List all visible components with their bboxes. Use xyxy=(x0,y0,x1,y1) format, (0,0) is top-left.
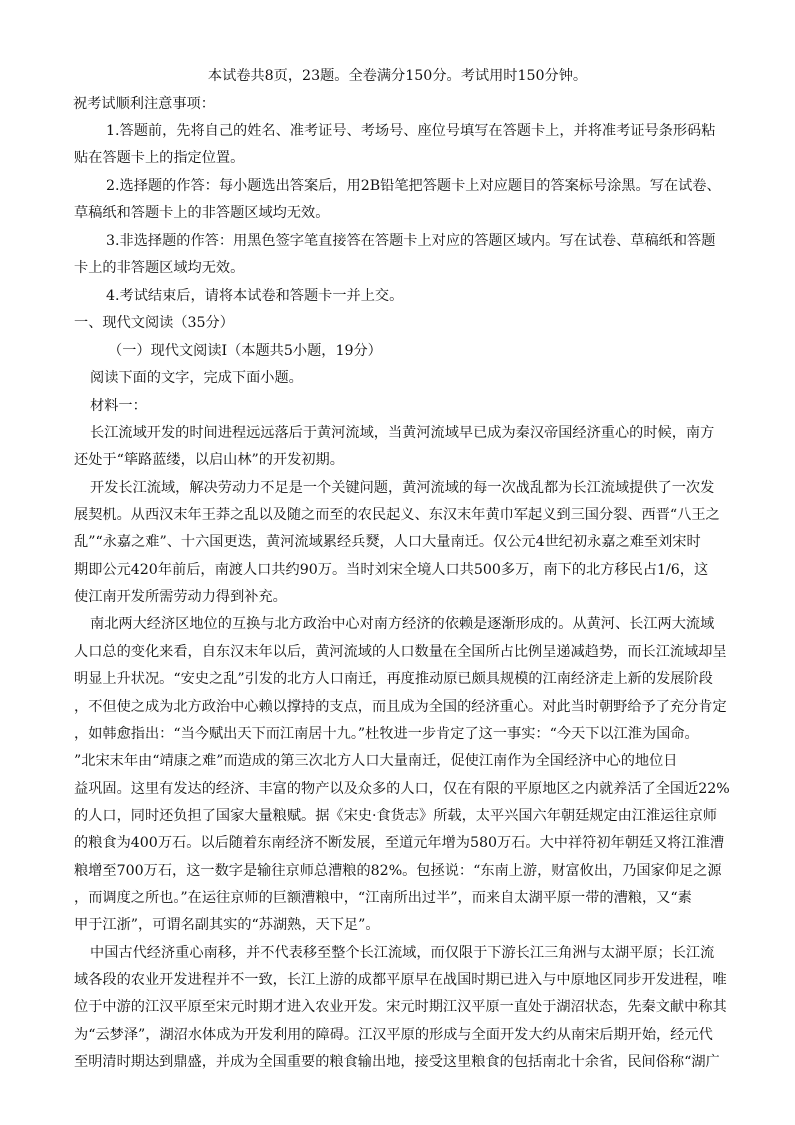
passage-line: 甲于江浙”，可谓名副其实的“苏湖熟，天下足”。 xyxy=(74,917,380,933)
reading-instruction: 阅读下面的文字，完成下面小题。 xyxy=(90,370,303,386)
section-title: 一、现代文阅读（35分） xyxy=(74,315,234,331)
passage-line: ，如韩愈指出：“当今赋出天下而江南居十九。”杜牧进一步肯定了这一事实：“今天下以江淮为国命。 xyxy=(74,726,699,742)
passage-line: 展契机。从西汉末年王莽之乱以及随之而至的农民起义、东汉末年黄巾军起义到三国分裂、西晋“八王之 xyxy=(74,507,720,523)
passage-line: 位于中游的江汉平原至宋元时期才进入农业开发。宋元时期江汉平原一直处于湖沼状态，先秦文献中称其 xyxy=(74,999,727,1015)
notice-title: 祝考试顺利注意事项： xyxy=(73,96,215,112)
passage-line: 人口总的变化来看，自东汉末年以后，黄河流域的人口数量在全国所占比例呈递减趋势，而长江流域却呈 xyxy=(74,644,727,660)
passage-line: 开发长江流域，解决劳动力不足是一个关键问题，黄河流域的每一次战乱都为长江流域提供了一次发 xyxy=(90,480,715,496)
passage-line: 至明清时期达到鼎盛，并成为全国重要的粮食输出地，接受这里粮食的包括南北十余省，民间俗称“湖广 xyxy=(74,1054,720,1070)
passage-line: 中国古代经济重心南移，并不代表移至整个长江流域，而仅限于下游长江三角洲与太湖平原；长江流 xyxy=(90,945,715,961)
notice-item-4-line-1: 4.考试结束后，请将本试卷和答题卡一并上交。 xyxy=(106,288,404,304)
notice-item-3-line-1: 3.非选择题的作答：用黑色签字笔直接答在答题卡上对应的答题区域内。写在试卷、草稿纸和答题 xyxy=(106,233,716,249)
passage-line: 的粮食为400万石。以后随着东南经济不断发展，至道元年增为580万石。大中祥符初年朝廷又将江淮漕 xyxy=(74,835,725,851)
passage-line: ，而调度之所也。”在运往京师的巨额漕粮中，“江南所出过半”，而来自太湖平原一带的漕粮，又“素 xyxy=(74,890,692,906)
exam-info-line: 本试卷共8页，23题。全卷满分150分。考试用时150分钟。 xyxy=(207,68,588,84)
passage-line: 乱”“永嘉之难”、十六国更迭，黄河流域累经兵燹，人口大量南迁。仅公元4世纪初永嘉之难至刘宋时 xyxy=(74,534,701,550)
notice-item-3-line-2: 卡上的非答题区域均无效。 xyxy=(74,260,245,276)
passage-line: ，不但使之成为北方政治中心赖以撑持的支点，而且成为全国的经济重心。对此当时朝野给予了充分肯定 xyxy=(74,699,727,715)
passage-line: 粮增至700万石，这一数字是输往京师总漕粮的82%。包拯说：“东南上游，财富攸出，乃国家仰足之源 xyxy=(74,863,722,879)
notice-item-1-line-1: 1.答题前，先将自己的姓名、准考证号、考场号、座位号填写在答题卡上，并将准考证号条形码粘 xyxy=(106,123,716,139)
subsection-title: （一）现代文阅读Ⅰ（本题共5小题，19分） xyxy=(108,343,382,359)
notice-item-2-line-2: 草稿纸和答题卡上的非答题区域均无效。 xyxy=(74,205,330,221)
passage-line: 长江流域开发的时间进程远远落后于黄河流域，当黄河流域早已成为秦汉帝国经济重心的时候，南方 xyxy=(90,425,715,441)
passage-line: 期即公元420年前后，南渡人口共约90万。当时刘宋全境人口共500多万，南下的北方移民占1/6，这 xyxy=(74,562,709,578)
passage-line: 的人口，同时还负担了国家大量粮赋。据《宋史·食货志》所载，太平兴国六年朝廷规定由江淮运往京师 xyxy=(74,808,717,824)
passage-line: 为“云梦泽”，湖沼水体成为开发利用的障碍。江汉平原的形成与全面开发大约从南宋后期开始，经元代 xyxy=(74,1027,713,1043)
passage-line: 还处于“筚路蓝缕，以启山林”的开发初期。 xyxy=(74,452,344,468)
passage-line: 南北两大经济区地位的互换与北方政治中心对南方经济的依赖是逐渐形成的。从黄河、长江两大流域 xyxy=(90,616,715,632)
passage-line: 域各段的农业开发进程并不一致，长江上游的成都平原早在战国时期已进入与中原地区同步开发进程，唯 xyxy=(74,972,727,988)
passage-line: 明显上升状况。“安史之乱”引发的北方人口南迁，再度推动原已颇具规模的江南经济走上新的发展阶段 xyxy=(74,671,713,687)
passage-line: 使江南开发所需劳动力得到补充。 xyxy=(74,589,287,605)
notice-item-1-line-2: 贴在答题卡上的指定位置。 xyxy=(74,150,245,166)
notice-item-2-line-1: 2.选择题的作答：每小题选出答案后，用2B铅笔把答题卡上对应题目的答案标号涂黑。写在试卷、 xyxy=(106,178,721,194)
passage-line: 益巩固。这里有发达的经济、丰富的物产以及众多的人口，仅在有限的平原地区之内就养活了全国近22% xyxy=(74,781,730,797)
passage-line: ”北宋末年由“靖康之难”而造成的第三次北方人口大量南迁，促使江南作为全国经济中心的地位日 xyxy=(74,753,678,769)
material-label: 材料一： xyxy=(90,398,147,414)
